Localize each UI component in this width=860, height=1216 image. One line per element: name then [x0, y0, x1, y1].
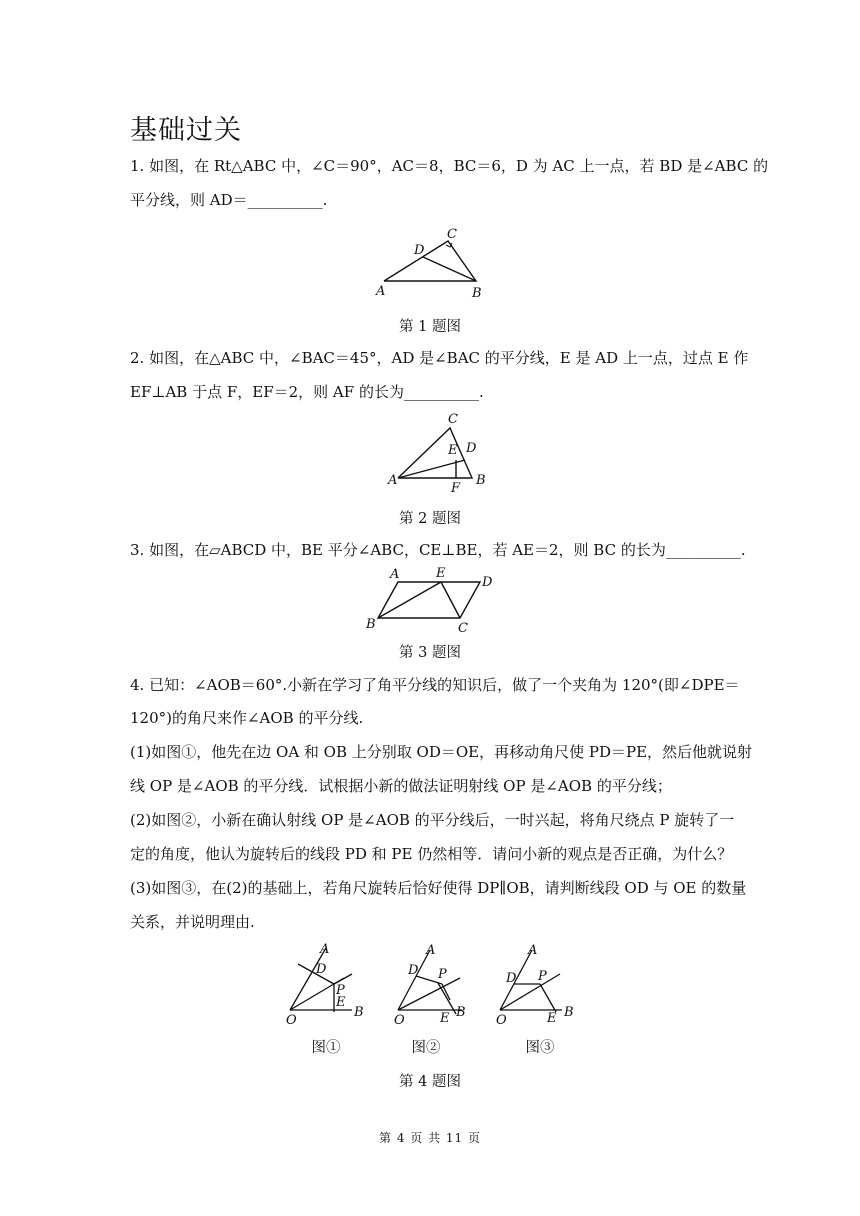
- q1-text-line2: 平分线，则 AD＝__________.: [130, 191, 328, 209]
- q4-angle-diagram-1: [282, 940, 372, 1030]
- q4-angle-diagram-2: [390, 940, 480, 1030]
- q4-part1-line1: (1)如图①，他先在边 OA 和 OB 上分别取 OD＝OE，再移动角尺使 PD＝PE，然后他就说射: [130, 743, 753, 761]
- q2-caption: 第 2 题图: [399, 511, 461, 527]
- q1-label-b: B: [472, 286, 482, 301]
- q3-text-line1: 3. 如图，在▱ABCD 中，BE 平分∠ABC，CE⊥BE，若 AE＝2，则 BC 的长为__________.: [130, 541, 746, 559]
- q4-caption: 第 4 题图: [399, 1074, 461, 1090]
- q4-fig3-label-a: A: [528, 943, 538, 958]
- q4-fig2-label-o: O: [394, 1013, 405, 1028]
- q4-fig1-label-d: D: [316, 962, 327, 977]
- q4-fig2-label-e: E: [440, 1011, 450, 1026]
- q4-part2-line2: 定的角度，他认为旋转后的线段 PD 和 PE 仍然相等．请问小新的观点是否正确，为什么？: [130, 845, 733, 863]
- q2-text-line2: EF⊥AB 于点 F，EF＝2，则 AF 的长为__________.: [130, 383, 484, 401]
- q2-label-e: E: [448, 443, 458, 458]
- q4-fig1-label-o: O: [286, 1013, 297, 1028]
- q4-fig3-label-d: D: [506, 971, 517, 986]
- q4-fig2-label-p: P: [438, 967, 447, 982]
- q2-text-line1: 2. 如图，在△ABC 中，∠BAC＝45°，AD 是∠BAC 的平分线，E 是 AD 上一点，过点 E 作: [130, 349, 749, 367]
- q1-label-a: A: [376, 284, 386, 299]
- q1-figure: [370, 225, 500, 305]
- q4-fig1-label-p: P: [336, 983, 345, 998]
- q2-figure: [380, 408, 500, 498]
- q1-label-d: D: [414, 243, 425, 258]
- q4-part2-line1: (2)如图②，小新在确认射线 OP 是∠AOB 的平分线后，一时兴起，将角尺绕点 P 旋转了一: [130, 811, 735, 829]
- q1-caption: 第 1 题图: [399, 319, 461, 335]
- q3-caption: 第 3 题图: [399, 645, 461, 661]
- q3-label-d: D: [482, 575, 493, 590]
- q4-text-line2: 120°)的角尺来作∠AOB 的平分线.: [130, 709, 364, 727]
- q3-label-c: C: [458, 621, 468, 636]
- page-footer: 第 4 页 共 11 页: [379, 1131, 481, 1145]
- q2-label-f: F: [451, 481, 461, 496]
- q4-fig3-caption: 图③: [525, 1040, 555, 1056]
- q4-part1-line2: 线 OP 是∠AOB 的平分线．试根据小新的做法证明射线 OP 是∠AOB 的平分线；: [130, 777, 672, 795]
- q4-fig1-label-a: A: [320, 942, 330, 957]
- q2-label-b: B: [476, 473, 486, 488]
- q4-figure-1: [282, 940, 372, 1030]
- q3-label-b: B: [366, 617, 376, 632]
- q2-label-d: D: [466, 441, 477, 456]
- q4-fig2-caption: 图②: [411, 1040, 441, 1056]
- q4-fig3-label-o: O: [496, 1013, 507, 1028]
- q3-label-e: E: [436, 566, 446, 581]
- q3-label-a: A: [390, 567, 400, 582]
- section-title: 基础过关: [130, 115, 242, 146]
- q4-fig2-label-d: D: [408, 963, 419, 978]
- q4-part3-line2: 关系，并说明理由.: [130, 913, 255, 931]
- q4-figure-2: [390, 940, 480, 1030]
- q1-label-c: C: [447, 227, 457, 242]
- q1-triangle-diagram: [370, 225, 500, 305]
- q2-triangle-diagram: [380, 408, 500, 498]
- q2-label-a: A: [388, 473, 398, 488]
- q4-text-line1: 4. 已知：∠AOB＝60°.小新在学习了角平分线的知识后，做了一个夹角为 120°(即∠DPE＝: [130, 676, 740, 694]
- q4-fig1-label-b: B: [354, 1005, 364, 1020]
- q4-part3-line1: (3)如图③，在(2)的基础上，若角尺旋转后恰好使得 DP∥OB，请判断线段 OD 与 OE 的数量: [130, 879, 747, 897]
- q4-fig3-label-e: E: [547, 1011, 557, 1026]
- q3-parallelogram-diagram: [362, 562, 502, 634]
- q3-figure: [362, 562, 502, 634]
- q2-label-c: C: [448, 412, 458, 427]
- q4-angle-diagram-3: [492, 940, 587, 1030]
- q4-fig2-label-a: A: [426, 943, 436, 958]
- q4-fig1-caption: 图①: [311, 1040, 341, 1056]
- q4-figure-3: [492, 940, 587, 1030]
- q1-text-line1: 1. 如图，在 Rt△ABC 中，∠C＝90°，AC＝8，BC＝6，D 为 AC 上一点，若 BD 是∠ABC 的: [130, 157, 769, 175]
- q4-fig3-label-b: B: [564, 1005, 574, 1020]
- q4-fig3-label-p: P: [538, 969, 547, 984]
- q4-fig1-label-e: E: [336, 995, 346, 1010]
- q4-fig2-label-b: B: [456, 1005, 466, 1020]
